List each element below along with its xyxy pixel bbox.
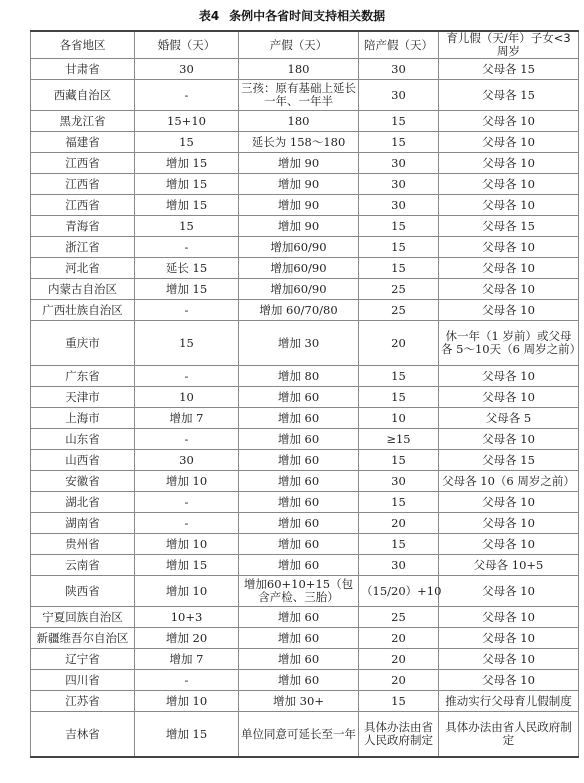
marriage-leave-cell: 增加 10 — [135, 691, 239, 712]
region-cell: 重庆市 — [31, 321, 135, 366]
paternity-leave-cell: 30 — [359, 59, 439, 80]
region-cell: 福建省 — [31, 132, 135, 153]
paternity-leave-cell: 20 — [359, 513, 439, 534]
parental-leave-cell: 父母各 10 — [439, 576, 579, 607]
maternity-leave-cell: 180 — [239, 59, 359, 80]
parental-leave-cell: 父母各 10 — [439, 670, 579, 691]
marriage-leave-cell: - — [135, 670, 239, 691]
maternity-leave-cell: 增加 60 — [239, 471, 359, 492]
maternity-leave-cell: 增加 90 — [239, 195, 359, 216]
table-row — [31, 279, 579, 300]
leave-policy-table — [30, 30, 582, 758]
paternity-leave-cell: 20 — [359, 628, 439, 649]
marriage-leave-cell: - — [135, 300, 239, 321]
header-paternity-leave: 陪产假（天） — [359, 31, 439, 59]
header-marriage-leave: 婚假（天） — [135, 31, 239, 59]
maternity-leave-cell: 增加60+10+15（包含产检、三胎） — [239, 576, 359, 607]
paternity-leave-cell: 15 — [359, 450, 439, 471]
marriage-leave-cell: 15 — [135, 132, 239, 153]
paternity-leave-cell: 15 — [359, 691, 439, 712]
parental-leave-cell: 父母各 10 — [439, 513, 579, 534]
region-cell: 河北省 — [31, 258, 135, 279]
header-region: 各省地区 — [31, 31, 135, 59]
region-cell: 天津市 — [31, 387, 135, 408]
region-cell: 江西省 — [31, 153, 135, 174]
parental-leave-cell: 父母各 15 — [439, 59, 579, 80]
paternity-leave-cell: 15 — [359, 258, 439, 279]
parental-leave-cell: 父母各 10 — [439, 429, 579, 450]
parental-leave-cell: 父母各 10 — [439, 195, 579, 216]
marriage-leave-cell: 增加 15 — [135, 712, 239, 758]
marriage-leave-cell: 增加 10 — [135, 576, 239, 607]
table-row — [31, 216, 579, 237]
maternity-leave-cell: 增加 60 — [239, 492, 359, 513]
maternity-leave-cell: 单位同意可延长至一年 — [239, 712, 359, 758]
marriage-leave-cell: - — [135, 237, 239, 258]
table-row — [31, 534, 579, 555]
region-cell: 吉林省 — [31, 712, 135, 758]
region-cell: 陕西省 — [31, 576, 135, 607]
maternity-leave-cell: 增加 60 — [239, 555, 359, 576]
region-cell: 广西壮族自治区 — [31, 300, 135, 321]
marriage-leave-cell: 10 — [135, 387, 239, 408]
marriage-leave-cell: - — [135, 429, 239, 450]
table-row — [31, 174, 579, 195]
paternity-leave-cell: 15 — [359, 216, 439, 237]
parental-leave-cell: 父母各 10 — [439, 132, 579, 153]
region-cell: 四川省 — [31, 670, 135, 691]
maternity-leave-cell: 增加 60 — [239, 387, 359, 408]
maternity-leave-cell: 增加 60 — [239, 429, 359, 450]
maternity-leave-cell: 三孩：原有基础上延长一年、一年半 — [239, 80, 359, 111]
table-row — [31, 132, 579, 153]
parental-leave-cell: 父母各 10 — [439, 607, 579, 628]
table-title: 条例中各省时间支持相关数据 — [229, 8, 386, 23]
paternity-leave-cell: 15 — [359, 492, 439, 513]
header-maternity-leave: 产假（天） — [239, 31, 359, 59]
table-row — [31, 712, 579, 758]
maternity-leave-cell: 增加 60 — [239, 450, 359, 471]
marriage-leave-cell: 增加 7 — [135, 408, 239, 429]
marriage-leave-cell: 10+3 — [135, 607, 239, 628]
table-row — [31, 492, 579, 513]
paternity-leave-cell: 25 — [359, 279, 439, 300]
marriage-leave-cell: 增加 15 — [135, 555, 239, 576]
region-cell: 安徽省 — [31, 471, 135, 492]
region-cell: 宁夏回族自治区 — [31, 607, 135, 628]
region-cell: 广东省 — [31, 366, 135, 387]
table-row — [31, 366, 579, 387]
header-parental-leave: 育儿假（天/年）子女<3周岁 — [439, 31, 579, 59]
table-row — [31, 450, 579, 471]
parental-leave-cell: 父母各 15 — [439, 450, 579, 471]
maternity-leave-cell: 延长为 158～180 — [239, 132, 359, 153]
parental-leave-cell: 父母各 15 — [439, 80, 579, 111]
table-row — [31, 649, 579, 670]
maternity-leave-cell: 增加 90 — [239, 174, 359, 195]
table-row — [31, 513, 579, 534]
marriage-leave-cell: 增加 15 — [135, 279, 239, 300]
parental-leave-cell: 休一年（1 岁前）或父母各 5～10天（6 周岁之前） — [439, 321, 579, 366]
marriage-leave-cell: - — [135, 80, 239, 111]
paternity-leave-cell: 25 — [359, 607, 439, 628]
maternity-leave-cell: 增加 60 — [239, 408, 359, 429]
marriage-leave-cell: - — [135, 366, 239, 387]
header-row — [31, 31, 579, 59]
region-cell: 黑龙江省 — [31, 111, 135, 132]
parental-leave-cell: 父母各 10 — [439, 237, 579, 258]
table-row — [31, 237, 579, 258]
parental-leave-cell: 父母各 10 — [439, 300, 579, 321]
parental-leave-cell: 具体办法由省人民政府制定 — [439, 712, 579, 758]
region-cell: 浙江省 — [31, 237, 135, 258]
paternity-leave-cell: 10 — [359, 408, 439, 429]
parental-leave-cell: 父母各 10 — [439, 258, 579, 279]
parental-leave-cell: 父母各 10 — [439, 366, 579, 387]
table-row — [31, 691, 579, 712]
table-row — [31, 258, 579, 279]
parental-leave-cell: 父母各 10 — [439, 628, 579, 649]
region-cell: 贵州省 — [31, 534, 135, 555]
parental-leave-cell: 父母各 5 — [439, 408, 579, 429]
parental-leave-cell: 父母各 10 — [439, 279, 579, 300]
parental-leave-cell: 父母各 10（6 周岁之前） — [439, 471, 579, 492]
marriage-leave-cell: 增加 7 — [135, 649, 239, 670]
maternity-leave-cell: 增加 60 — [239, 649, 359, 670]
marriage-leave-cell: 15 — [135, 216, 239, 237]
maternity-leave-cell: 增加60/90 — [239, 258, 359, 279]
table-row — [31, 628, 579, 649]
paternity-leave-cell: 30 — [359, 153, 439, 174]
paternity-leave-cell: 30 — [359, 174, 439, 195]
region-cell: 甘肃省 — [31, 59, 135, 80]
maternity-leave-cell: 增加 30 — [239, 321, 359, 366]
paternity-leave-cell: （15/20）+10 — [359, 576, 439, 607]
region-cell: 山西省 — [31, 450, 135, 471]
table-row — [31, 607, 579, 628]
region-cell: 青海省 — [31, 216, 135, 237]
table-caption — [0, 0, 584, 30]
region-cell: 江西省 — [31, 195, 135, 216]
paternity-leave-cell: 15 — [359, 111, 439, 132]
table-row — [31, 576, 579, 607]
table-row — [31, 321, 579, 366]
region-cell: 湖北省 — [31, 492, 135, 513]
region-cell: 西藏自治区 — [31, 80, 135, 111]
maternity-leave-cell: 增加 60 — [239, 607, 359, 628]
marriage-leave-cell: 15 — [135, 321, 239, 366]
parental-leave-cell: 父母各 10 — [439, 153, 579, 174]
region-cell: 云南省 — [31, 555, 135, 576]
region-cell: 辽宁省 — [31, 649, 135, 670]
maternity-leave-cell: 增加60/90 — [239, 237, 359, 258]
maternity-leave-cell: 增加 60 — [239, 534, 359, 555]
parental-leave-cell: 父母各 15 — [439, 216, 579, 237]
marriage-leave-cell: - — [135, 513, 239, 534]
marriage-leave-cell: 增加 20 — [135, 628, 239, 649]
maternity-leave-cell: 增加 60 — [239, 513, 359, 534]
paternity-leave-cell: 20 — [359, 670, 439, 691]
region-cell: 江西省 — [31, 174, 135, 195]
table-row — [31, 300, 579, 321]
paternity-leave-cell: 15 — [359, 366, 439, 387]
marriage-leave-cell: 30 — [135, 450, 239, 471]
maternity-leave-cell: 增加 90 — [239, 216, 359, 237]
parental-leave-cell: 推动实行父母育儿假制度 — [439, 691, 579, 712]
parental-leave-cell: 父母各 10 — [439, 111, 579, 132]
parental-leave-cell: 父母各 10 — [439, 534, 579, 555]
table-row — [31, 111, 579, 132]
maternity-leave-cell: 增加 30+ — [239, 691, 359, 712]
paternity-leave-cell: 20 — [359, 649, 439, 670]
table-row — [31, 80, 579, 111]
paternity-leave-cell: 30 — [359, 80, 439, 111]
paternity-leave-cell: 30 — [359, 555, 439, 576]
parental-leave-cell: 父母各 10 — [439, 492, 579, 513]
paternity-leave-cell: 20 — [359, 321, 439, 366]
paternity-leave-cell: 15 — [359, 534, 439, 555]
table-row — [31, 429, 579, 450]
table-row — [31, 670, 579, 691]
marriage-leave-cell: 增加 15 — [135, 174, 239, 195]
marriage-leave-cell: 增加 10 — [135, 534, 239, 555]
maternity-leave-cell: 增加 80 — [239, 366, 359, 387]
marriage-leave-cell: 延长 15 — [135, 258, 239, 279]
region-cell: 山东省 — [31, 429, 135, 450]
table-row — [31, 195, 579, 216]
maternity-leave-cell: 增加 60 — [239, 628, 359, 649]
maternity-leave-cell: 增加60/90 — [239, 279, 359, 300]
region-cell: 江苏省 — [31, 691, 135, 712]
marriage-leave-cell: 增加 15 — [135, 195, 239, 216]
paternity-leave-cell: 30 — [359, 195, 439, 216]
table-row — [31, 471, 579, 492]
maternity-leave-cell: 增加 90 — [239, 153, 359, 174]
region-cell: 湖南省 — [31, 513, 135, 534]
paternity-leave-cell: 15 — [359, 237, 439, 258]
marriage-leave-cell: 15+10 — [135, 111, 239, 132]
table-row — [31, 408, 579, 429]
marriage-leave-cell: 30 — [135, 59, 239, 80]
maternity-leave-cell: 180 — [239, 111, 359, 132]
parental-leave-cell: 父母各 10+5 — [439, 555, 579, 576]
region-cell: 新疆维吾尔自治区 — [31, 628, 135, 649]
maternity-leave-cell: 增加 60 — [239, 670, 359, 691]
parental-leave-cell: 父母各 10 — [439, 174, 579, 195]
maternity-leave-cell: 增加 60/70/80 — [239, 300, 359, 321]
parental-leave-cell: 父母各 10 — [439, 387, 579, 408]
paternity-leave-cell: 15 — [359, 387, 439, 408]
paternity-leave-cell: ≥15 — [359, 429, 439, 450]
paternity-leave-cell: 25 — [359, 300, 439, 321]
table-row — [31, 387, 579, 408]
region-cell: 内蒙古自治区 — [31, 279, 135, 300]
table-row — [31, 59, 579, 80]
table-number: 表4 — [198, 8, 220, 23]
paternity-leave-cell: 具体办法由省人民政府制定 — [359, 712, 439, 758]
paternity-leave-cell: 30 — [359, 471, 439, 492]
marriage-leave-cell: - — [135, 492, 239, 513]
paternity-leave-cell: 15 — [359, 132, 439, 153]
table-row — [31, 153, 579, 174]
table-row — [31, 555, 579, 576]
marriage-leave-cell: 增加 10 — [135, 471, 239, 492]
region-cell: 上海市 — [31, 408, 135, 429]
marriage-leave-cell: 增加 15 — [135, 153, 239, 174]
parental-leave-cell: 父母各 10 — [439, 649, 579, 670]
